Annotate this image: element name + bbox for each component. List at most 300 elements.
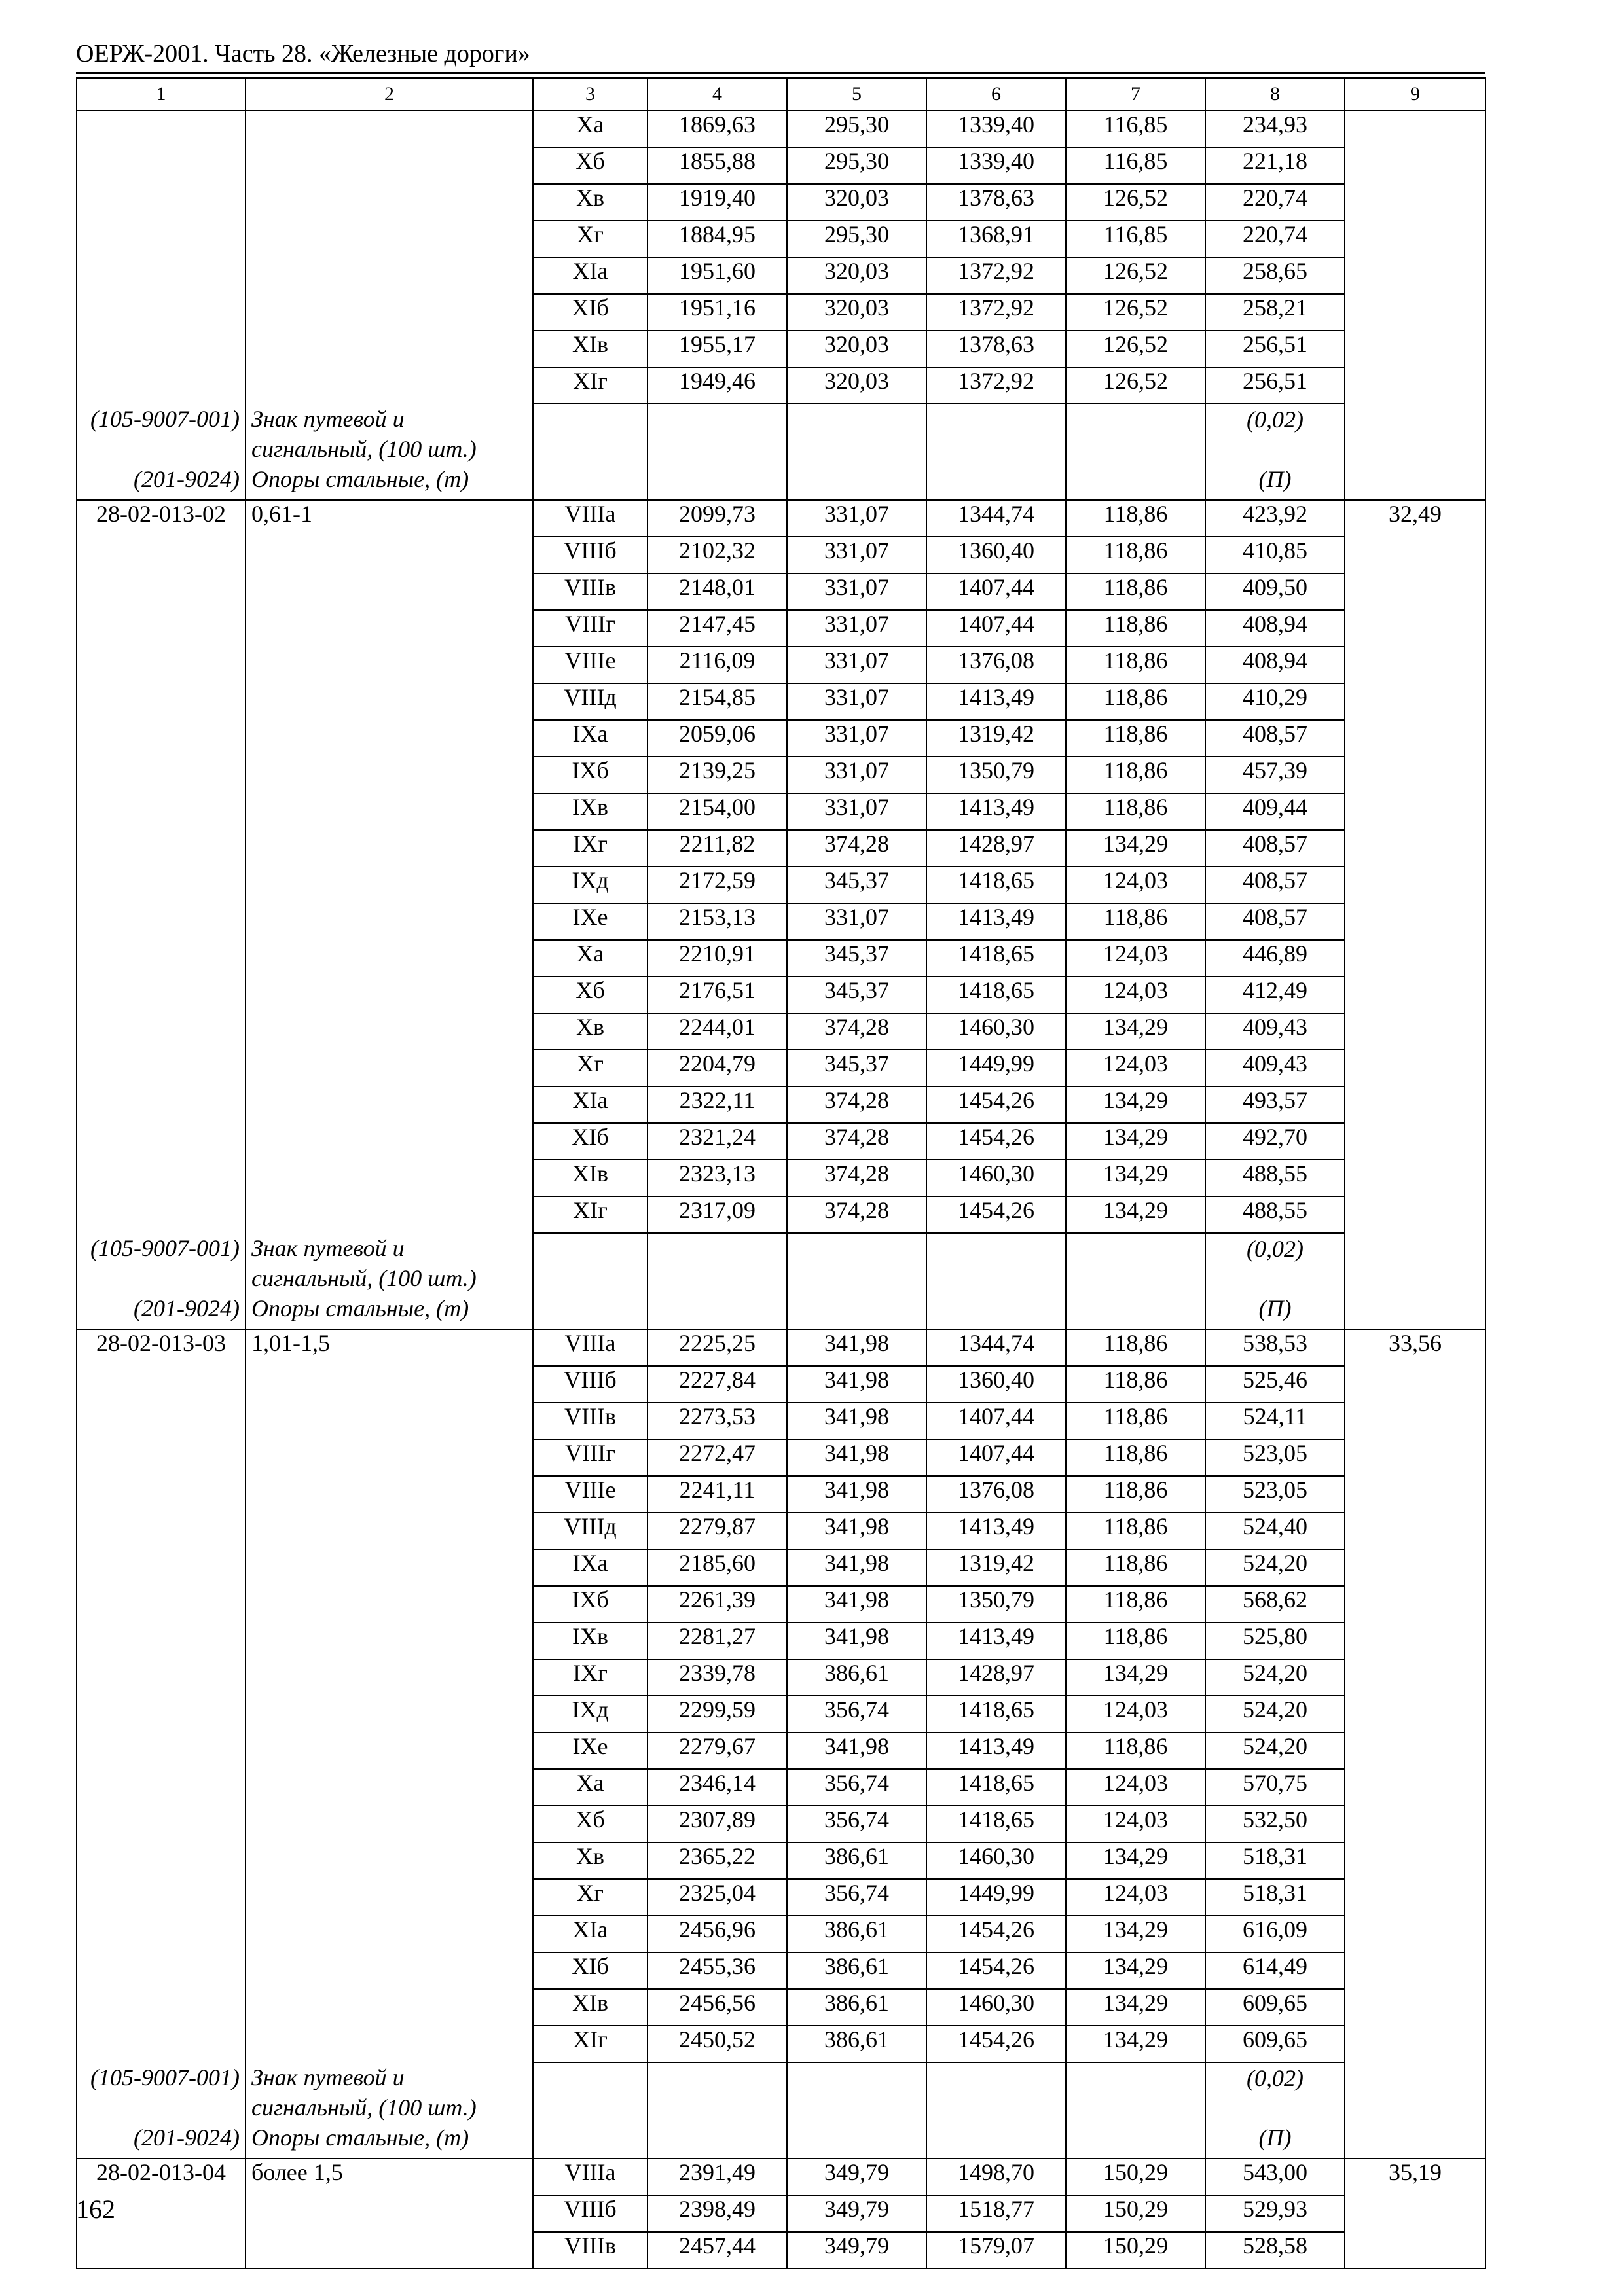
column-number: 8 xyxy=(1205,78,1345,111)
labor-cost-cell: 35,19 xyxy=(1345,2159,1486,2195)
labor-cost-cell xyxy=(1345,537,1486,573)
norm-code-cell xyxy=(77,683,246,720)
zone-cell: VIIIe xyxy=(533,1476,647,1513)
norm-code-cell xyxy=(77,1696,246,1732)
wages-cell: 356,74 xyxy=(787,1879,926,1916)
norm-name-cell xyxy=(246,1086,533,1123)
wages-cell: 349,79 xyxy=(787,2159,926,2195)
labor-cost-cell xyxy=(1345,184,1486,221)
wages-cell: 331,07 xyxy=(787,537,926,573)
operator-wages-cell: 124,03 xyxy=(1066,940,1205,977)
resource-value-cell: (П) xyxy=(1205,464,1345,500)
direct-cost-cell: 2457,44 xyxy=(647,2232,787,2269)
norm-code-cell xyxy=(77,537,246,573)
operator-wages-cell: 118,86 xyxy=(1066,1439,1205,1476)
table-row xyxy=(77,147,1486,184)
operator-wages-cell: 118,86 xyxy=(1066,610,1205,647)
column-number: 4 xyxy=(647,78,787,111)
wages-cell: 345,37 xyxy=(787,867,926,903)
norm-name-cell xyxy=(246,1439,533,1476)
machines-cell: 1339,40 xyxy=(926,111,1066,147)
wages-cell: 386,61 xyxy=(787,2026,926,2062)
zone-cell: VIIIa xyxy=(533,1329,647,1366)
zone-cell: Xб xyxy=(533,147,647,184)
labor-cost-cell xyxy=(1345,940,1486,977)
norm-name-cell xyxy=(246,903,533,940)
norm-code-cell xyxy=(77,2026,246,2062)
norm-name-cell xyxy=(246,573,533,610)
operator-wages-cell: 124,03 xyxy=(1066,1050,1205,1086)
zone-cell: XIб xyxy=(533,294,647,331)
labor-cost-cell xyxy=(1345,1879,1486,1916)
norm-name-cell xyxy=(246,1732,533,1769)
operator-wages-cell: 118,86 xyxy=(1066,647,1205,683)
norm-code-cell xyxy=(77,1160,246,1196)
direct-cost-cell: 2321,24 xyxy=(647,1123,787,1160)
operator-wages-cell: 118,86 xyxy=(1066,1586,1205,1623)
norm-code-cell xyxy=(77,1403,246,1439)
labor-cost-cell xyxy=(1345,1439,1486,1476)
resource-name-cell: Знак путевой и сигнальный, (100 шт.) xyxy=(246,1233,533,1293)
table-row xyxy=(77,683,1486,720)
norm-name-cell xyxy=(246,1476,533,1513)
empty-cell xyxy=(926,464,1066,500)
materials-cell: 409,50 xyxy=(1205,573,1345,610)
wages-cell: 386,61 xyxy=(787,1916,926,1952)
direct-cost-cell: 2365,22 xyxy=(647,1842,787,1879)
zone-cell: XIa xyxy=(533,1916,647,1952)
empty-cell xyxy=(647,1233,787,1293)
zone-cell: Xг xyxy=(533,1879,647,1916)
wages-cell: 356,74 xyxy=(787,1806,926,1842)
machines-cell: 1339,40 xyxy=(926,147,1066,184)
labor-cost-cell xyxy=(1345,2026,1486,2062)
labor-cost-cell xyxy=(1345,1366,1486,1403)
labor-cost-cell xyxy=(1345,221,1486,257)
wages-cell: 331,07 xyxy=(787,610,926,647)
zone-cell: Xa xyxy=(533,940,647,977)
resource-name-cell: Опоры стальные, (т) xyxy=(246,464,533,500)
labor-cost-cell xyxy=(1345,793,1486,830)
direct-cost-cell: 1919,40 xyxy=(647,184,787,221)
operator-wages-cell: 118,86 xyxy=(1066,500,1205,537)
machines-cell: 1372,92 xyxy=(926,294,1066,331)
labor-cost-cell xyxy=(1345,903,1486,940)
zone-cell: IXг xyxy=(533,830,647,867)
empty-cell xyxy=(926,2123,1066,2159)
page-number: 162 xyxy=(76,2195,115,2224)
machines-cell: 1449,99 xyxy=(926,1879,1066,1916)
empty-cell xyxy=(533,1233,647,1293)
zone-cell: Xв xyxy=(533,1842,647,1879)
labor-cost-cell: 32,49 xyxy=(1345,500,1486,537)
operator-wages-cell: 150,29 xyxy=(1066,2159,1205,2195)
table-row xyxy=(77,1366,1486,1403)
labor-cost-cell xyxy=(1345,1659,1486,1696)
machines-cell: 1407,44 xyxy=(926,573,1066,610)
empty-cell xyxy=(1066,1293,1205,1329)
materials-cell: 258,65 xyxy=(1205,257,1345,294)
norm-code-cell xyxy=(77,977,246,1013)
labor-cost-cell xyxy=(1345,367,1486,404)
empty-cell xyxy=(1066,404,1205,464)
zone-cell: IXa xyxy=(533,1549,647,1586)
empty-cell xyxy=(1345,404,1486,464)
materials-cell: 525,46 xyxy=(1205,1366,1345,1403)
table-row xyxy=(77,793,1486,830)
operator-wages-cell: 126,52 xyxy=(1066,184,1205,221)
table-row xyxy=(77,573,1486,610)
norm-code-cell xyxy=(77,184,246,221)
operator-wages-cell: 126,52 xyxy=(1066,331,1205,367)
operator-wages-cell: 124,03 xyxy=(1066,867,1205,903)
materials-cell: 412,49 xyxy=(1205,977,1345,1013)
norm-code-cell xyxy=(77,903,246,940)
norm-name-cell xyxy=(246,683,533,720)
materials-cell: 614,49 xyxy=(1205,1952,1345,1989)
operator-wages-cell: 134,29 xyxy=(1066,1916,1205,1952)
materials-cell: 488,55 xyxy=(1205,1196,1345,1233)
machines-cell: 1372,92 xyxy=(926,367,1066,404)
table-row xyxy=(77,867,1486,903)
machines-cell: 1319,42 xyxy=(926,1549,1066,1586)
machines-cell: 1376,08 xyxy=(926,647,1066,683)
table-row xyxy=(77,720,1486,757)
norm-name-cell xyxy=(246,367,533,404)
direct-cost-cell: 2225,25 xyxy=(647,1329,787,1366)
norm-name-cell xyxy=(246,720,533,757)
wages-cell: 386,61 xyxy=(787,1659,926,1696)
norm-name-cell: более 1,5 xyxy=(246,2159,533,2195)
norm-code-cell xyxy=(77,1842,246,1879)
empty-cell xyxy=(787,1233,926,1293)
table-row xyxy=(77,1196,1486,1233)
resource-value-cell: (0,02) xyxy=(1205,404,1345,464)
materials-cell: 234,93 xyxy=(1205,111,1345,147)
table-row xyxy=(77,331,1486,367)
table-row xyxy=(77,1439,1486,1476)
norm-name-cell xyxy=(246,1952,533,1989)
operator-wages-cell: 118,86 xyxy=(1066,1476,1205,1513)
empty-cell xyxy=(1345,2123,1486,2159)
wages-cell: 341,98 xyxy=(787,1732,926,1769)
operator-wages-cell: 118,86 xyxy=(1066,1366,1205,1403)
labor-cost-cell xyxy=(1345,1623,1486,1659)
direct-cost-cell: 2456,56 xyxy=(647,1989,787,2026)
machines-cell: 1518,77 xyxy=(926,2195,1066,2232)
norm-name-cell xyxy=(246,2232,533,2269)
materials-cell: 409,43 xyxy=(1205,1050,1345,1086)
machines-cell: 1460,30 xyxy=(926,1160,1066,1196)
labor-cost-cell xyxy=(1345,1806,1486,1842)
machines-cell: 1454,26 xyxy=(926,2026,1066,2062)
zone-cell: XIв xyxy=(533,1989,647,2026)
resource-name-cell: Опоры стальные, (т) xyxy=(246,1293,533,1329)
norm-name-cell xyxy=(246,1586,533,1623)
operator-wages-cell: 118,86 xyxy=(1066,1329,1205,1366)
wages-cell: 386,61 xyxy=(787,1989,926,2026)
wages-cell: 374,28 xyxy=(787,1013,926,1050)
machines-cell: 1460,30 xyxy=(926,1989,1066,2026)
resource-value-cell: (П) xyxy=(1205,2123,1345,2159)
table-row xyxy=(77,2232,1486,2269)
operator-wages-cell: 126,52 xyxy=(1066,257,1205,294)
materials-cell: 408,57 xyxy=(1205,867,1345,903)
wages-cell: 341,98 xyxy=(787,1366,926,1403)
norm-name-cell xyxy=(246,1196,533,1233)
norm-code-cell xyxy=(77,367,246,404)
norm-code-cell xyxy=(77,1623,246,1659)
wages-cell: 374,28 xyxy=(787,1123,926,1160)
labor-cost-cell xyxy=(1345,257,1486,294)
zone-cell: VIIIд xyxy=(533,1513,647,1549)
resource-name-cell: Знак путевой и сигнальный, (100 шт.) xyxy=(246,2062,533,2123)
operator-wages-cell: 116,85 xyxy=(1066,147,1205,184)
zone-cell: IXг xyxy=(533,1659,647,1696)
norm-name-cell xyxy=(246,294,533,331)
column-number: 3 xyxy=(533,78,647,111)
operator-wages-cell: 118,86 xyxy=(1066,1549,1205,1586)
empty-cell xyxy=(533,2123,647,2159)
wages-cell: 331,07 xyxy=(787,903,926,940)
table-row xyxy=(77,367,1486,404)
operator-wages-cell: 118,86 xyxy=(1066,1732,1205,1769)
direct-cost-cell: 1855,88 xyxy=(647,147,787,184)
operator-wages-cell: 134,29 xyxy=(1066,1013,1205,1050)
wages-cell: 374,28 xyxy=(787,830,926,867)
table-row xyxy=(77,1989,1486,2026)
direct-cost-cell: 2154,85 xyxy=(647,683,787,720)
materials-cell: 457,39 xyxy=(1205,757,1345,793)
direct-cost-cell: 2172,59 xyxy=(647,867,787,903)
direct-cost-cell: 2339,78 xyxy=(647,1659,787,1696)
table-row xyxy=(77,2026,1486,2062)
empty-cell xyxy=(787,464,926,500)
wages-cell: 356,74 xyxy=(787,1696,926,1732)
labor-cost-cell xyxy=(1345,1549,1486,1586)
materials-cell: 524,20 xyxy=(1205,1659,1345,1696)
empty-cell xyxy=(787,1293,926,1329)
direct-cost-cell: 2102,32 xyxy=(647,537,787,573)
page-header xyxy=(76,38,1485,74)
table-row xyxy=(77,1013,1486,1050)
table-row xyxy=(77,221,1486,257)
zone-cell: Xa xyxy=(533,111,647,147)
labor-cost-cell xyxy=(1345,1196,1486,1233)
norm-code-cell xyxy=(77,147,246,184)
labor-cost-cell xyxy=(1345,977,1486,1013)
norm-name-cell xyxy=(246,940,533,977)
wages-cell: 374,28 xyxy=(787,1196,926,1233)
zone-cell: Xв xyxy=(533,184,647,221)
column-number-row xyxy=(77,78,1486,111)
materials-cell: 524,20 xyxy=(1205,1549,1345,1586)
wages-cell: 331,07 xyxy=(787,647,926,683)
machines-cell: 1579,07 xyxy=(926,2232,1066,2269)
norm-name-cell xyxy=(246,1916,533,1952)
labor-cost-cell xyxy=(1345,720,1486,757)
operator-wages-cell: 134,29 xyxy=(1066,1989,1205,2026)
norm-name-cell xyxy=(246,1842,533,1879)
materials-cell: 492,70 xyxy=(1205,1123,1345,1160)
materials-cell: 408,57 xyxy=(1205,903,1345,940)
operator-wages-cell: 116,85 xyxy=(1066,111,1205,147)
wages-cell: 320,03 xyxy=(787,184,926,221)
resource-name-cell: Знак путевой и сигнальный, (100 шт.) xyxy=(246,404,533,464)
zone-cell: VIIIa xyxy=(533,2159,647,2195)
norms-table xyxy=(76,77,1486,2269)
wages-cell: 356,74 xyxy=(787,1769,926,1806)
operator-wages-cell: 126,52 xyxy=(1066,294,1205,331)
materials-cell: 409,43 xyxy=(1205,1013,1345,1050)
labor-cost-cell xyxy=(1345,1160,1486,1196)
direct-cost-cell: 2154,00 xyxy=(647,793,787,830)
norm-code-cell xyxy=(77,1989,246,2026)
machines-cell: 1454,26 xyxy=(926,1196,1066,1233)
norm-code-cell: 28-02-013-03 xyxy=(77,1329,246,1366)
wages-cell: 341,98 xyxy=(787,1403,926,1439)
empty-cell xyxy=(533,1293,647,1329)
zone-cell: VIIIe xyxy=(533,647,647,683)
norm-code-cell xyxy=(77,1366,246,1403)
machines-cell: 1319,42 xyxy=(926,720,1066,757)
machines-cell: 1418,65 xyxy=(926,977,1066,1013)
operator-wages-cell: 118,86 xyxy=(1066,720,1205,757)
table-row xyxy=(77,647,1486,683)
labor-cost-cell xyxy=(1345,1769,1486,1806)
norm-name-cell xyxy=(246,2195,533,2232)
zone-cell: IXд xyxy=(533,1696,647,1732)
direct-cost-cell: 2204,79 xyxy=(647,1050,787,1086)
labor-cost-cell xyxy=(1345,757,1486,793)
labor-cost-cell xyxy=(1345,573,1486,610)
resource-row xyxy=(77,1233,1486,1293)
norm-name-cell xyxy=(246,830,533,867)
table-row xyxy=(77,1476,1486,1513)
labor-cost-cell xyxy=(1345,1842,1486,1879)
norm-name-cell xyxy=(246,1806,533,1842)
wages-cell: 341,98 xyxy=(787,1439,926,1476)
direct-cost-cell: 1869,63 xyxy=(647,111,787,147)
operator-wages-cell: 118,86 xyxy=(1066,757,1205,793)
machines-cell: 1350,79 xyxy=(926,1586,1066,1623)
resource-value-cell: (0,02) xyxy=(1205,1233,1345,1293)
machines-cell: 1344,74 xyxy=(926,500,1066,537)
norm-name-cell xyxy=(246,257,533,294)
zone-cell: IXe xyxy=(533,1732,647,1769)
norm-code-cell: 28-02-013-02 xyxy=(77,500,246,537)
machines-cell: 1344,74 xyxy=(926,1329,1066,1366)
norm-code-cell xyxy=(77,1013,246,1050)
materials-cell: 528,58 xyxy=(1205,2232,1345,2269)
table-row xyxy=(77,2195,1486,2232)
empty-cell xyxy=(787,404,926,464)
norm-name-cell xyxy=(246,1549,533,1586)
page-header-title: ОЕРЖ-2001. Часть 28. «Железные дороги» xyxy=(76,40,530,67)
table-row xyxy=(77,1842,1486,1879)
labor-cost-cell xyxy=(1345,2232,1486,2269)
direct-cost-cell: 2273,53 xyxy=(647,1403,787,1439)
materials-cell: 524,20 xyxy=(1205,1696,1345,1732)
direct-cost-cell: 2261,39 xyxy=(647,1586,787,1623)
materials-cell: 525,80 xyxy=(1205,1623,1345,1659)
wages-cell: 331,07 xyxy=(787,683,926,720)
operator-wages-cell: 134,29 xyxy=(1066,830,1205,867)
norm-name-cell xyxy=(246,1696,533,1732)
operator-wages-cell: 116,85 xyxy=(1066,221,1205,257)
direct-cost-cell: 1951,60 xyxy=(647,257,787,294)
norm-name-cell xyxy=(246,1623,533,1659)
zone-cell: VIIIб xyxy=(533,1366,647,1403)
zone-cell: VIIIг xyxy=(533,610,647,647)
norm-code-cell xyxy=(77,1513,246,1549)
norm-code-cell xyxy=(77,294,246,331)
direct-cost-cell: 2307,89 xyxy=(647,1806,787,1842)
labor-cost-cell xyxy=(1345,867,1486,903)
machines-cell: 1498,70 xyxy=(926,2159,1066,2195)
materials-cell: 408,94 xyxy=(1205,647,1345,683)
empty-cell xyxy=(647,2123,787,2159)
zone-cell: VIIIв xyxy=(533,2232,647,2269)
column-number: 6 xyxy=(926,78,1066,111)
norm-name-cell xyxy=(246,184,533,221)
wages-cell: 374,28 xyxy=(787,1160,926,1196)
table-row xyxy=(77,257,1486,294)
machines-cell: 1454,26 xyxy=(926,1086,1066,1123)
norm-name-cell xyxy=(246,331,533,367)
machines-cell: 1454,26 xyxy=(926,1952,1066,1989)
materials-cell: 616,09 xyxy=(1205,1916,1345,1952)
direct-cost-cell: 2227,84 xyxy=(647,1366,787,1403)
empty-cell xyxy=(647,1293,787,1329)
norm-code-cell xyxy=(77,830,246,867)
norm-name-cell xyxy=(246,221,533,257)
resource-row xyxy=(77,2123,1486,2159)
wages-cell: 341,98 xyxy=(787,1623,926,1659)
empty-cell xyxy=(1345,2062,1486,2123)
operator-wages-cell: 118,86 xyxy=(1066,537,1205,573)
norm-code-cell xyxy=(77,940,246,977)
zone-cell: IXд xyxy=(533,867,647,903)
table-row xyxy=(77,294,1486,331)
materials-cell: 493,57 xyxy=(1205,1086,1345,1123)
table-row xyxy=(77,1769,1486,1806)
labor-cost-cell xyxy=(1345,1696,1486,1732)
machines-cell: 1407,44 xyxy=(926,1403,1066,1439)
zone-cell: XIa xyxy=(533,257,647,294)
zone-cell: VIIIa xyxy=(533,500,647,537)
table-row xyxy=(77,1160,1486,1196)
materials-cell: 408,94 xyxy=(1205,610,1345,647)
resource-code-cell: (105-9007-001) xyxy=(77,1233,246,1293)
norm-code-cell xyxy=(77,867,246,903)
direct-cost-cell: 1949,46 xyxy=(647,367,787,404)
labor-cost-cell xyxy=(1345,1989,1486,2026)
table-row xyxy=(77,1586,1486,1623)
norm-name-cell xyxy=(246,1769,533,1806)
zone-cell: IXe xyxy=(533,903,647,940)
empty-cell xyxy=(926,2062,1066,2123)
norm-name-cell: 1,01-1,5 xyxy=(246,1329,533,1366)
direct-cost-cell: 2317,09 xyxy=(647,1196,787,1233)
empty-cell xyxy=(647,464,787,500)
machines-cell: 1454,26 xyxy=(926,1916,1066,1952)
materials-cell: 609,65 xyxy=(1205,1989,1345,2026)
labor-cost-cell xyxy=(1345,683,1486,720)
materials-cell: 408,57 xyxy=(1205,830,1345,867)
empty-cell xyxy=(1066,1233,1205,1293)
direct-cost-cell: 2455,36 xyxy=(647,1952,787,1989)
